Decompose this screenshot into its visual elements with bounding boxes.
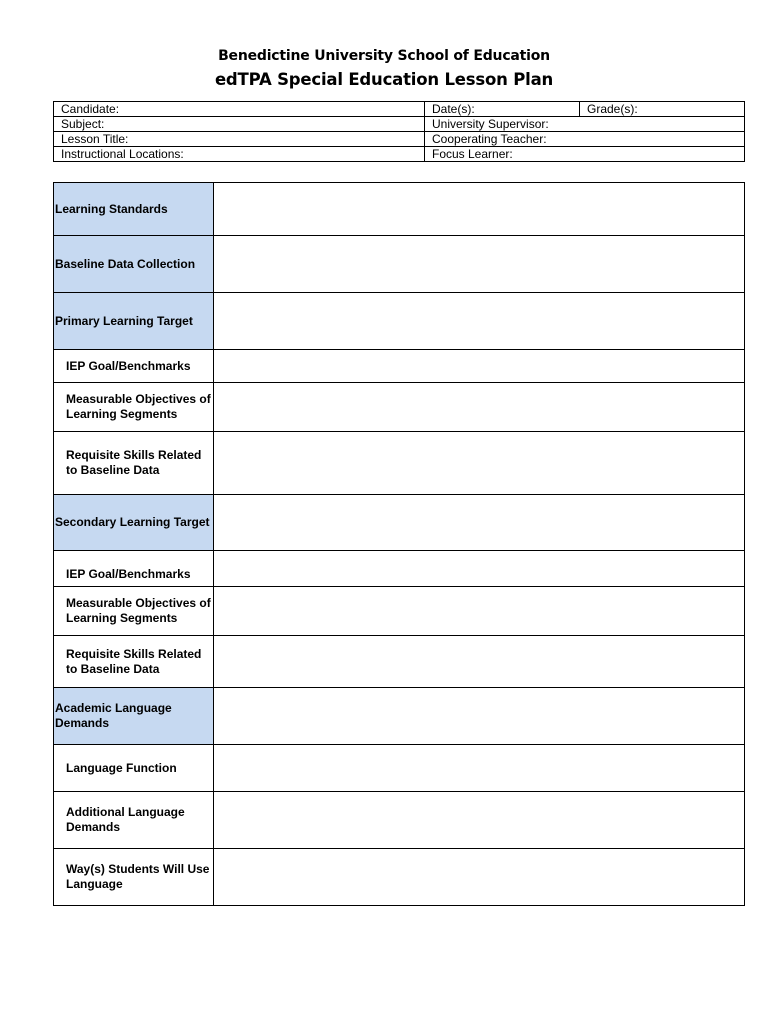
row-label-requisite-skills: Requisite Skills Related to Baseline Data	[54, 432, 214, 495]
row-label-iep-goal: IEP Goal/Benchmarks	[54, 551, 214, 587]
row-label-primary-target: Primary Learning Target	[54, 293, 214, 350]
row-label-requisite-skills: Requisite Skills Related to Baseline Data	[54, 636, 214, 688]
row-input-baseline-data[interactable]	[214, 236, 745, 293]
row-input-measurable-objectives[interactable]	[214, 383, 745, 432]
plan-row	[54, 350, 745, 383]
row-label-secondary-target: Secondary Learning Target	[54, 495, 214, 551]
row-input-iep-goal[interactable]	[214, 551, 745, 587]
plan-row	[54, 183, 745, 236]
plan-row	[54, 551, 745, 587]
row-input-academic-language[interactable]	[214, 688, 745, 745]
row-label-additional-language: Additional Language Demands	[54, 792, 214, 849]
row-label-baseline-data: Baseline Data Collection	[54, 236, 214, 293]
row-input-learning-standards[interactable]	[214, 183, 745, 236]
locations-field[interactable]: Instructional Locations:	[54, 147, 425, 162]
row-label-language-function: Language Function	[54, 745, 214, 792]
focus-learner-field[interactable]: Focus Learner:	[425, 147, 745, 162]
info-row	[54, 117, 745, 132]
dates-field[interactable]: Date(s):	[425, 102, 580, 117]
plan-row	[54, 688, 745, 745]
plan-row	[54, 236, 745, 293]
plan-row	[54, 636, 745, 688]
plan-row	[54, 849, 745, 906]
lesson-plan-table	[53, 182, 745, 906]
candidate-field[interactable]: Candidate:	[54, 102, 425, 117]
plan-row	[54, 432, 745, 495]
info-row	[54, 102, 745, 117]
row-input-additional-language[interactable]	[214, 792, 745, 849]
subject-field[interactable]: Subject:	[54, 117, 425, 132]
row-label-learning-standards: Learning Standards	[54, 183, 214, 236]
cooperating-teacher-field[interactable]: Cooperating Teacher:	[425, 132, 745, 147]
row-label-measurable-objectives: Measurable Objectives of Learning Segments	[54, 587, 214, 636]
plan-row	[54, 495, 745, 551]
plan-row	[54, 745, 745, 792]
lesson-title-field[interactable]: Lesson Title:	[54, 132, 425, 147]
grades-field[interactable]: Grade(s):	[580, 102, 745, 117]
row-label-language-use: Way(s) Students Will Use Language	[54, 849, 214, 906]
plan-row	[54, 293, 745, 350]
row-input-requisite-skills[interactable]	[214, 636, 745, 688]
row-label-iep-goal: IEP Goal/Benchmarks	[54, 350, 214, 383]
lesson-info-table	[53, 101, 745, 162]
row-input-secondary-target[interactable]	[214, 495, 745, 551]
row-input-requisite-skills[interactable]	[214, 432, 745, 495]
document-title: edTPA Special Education Lesson Plan	[214, 70, 554, 89]
plan-row	[54, 587, 745, 636]
row-input-measurable-objectives[interactable]	[214, 587, 745, 636]
row-input-language-use[interactable]	[214, 849, 745, 906]
row-input-primary-target[interactable]	[214, 293, 745, 350]
row-input-language-function[interactable]	[214, 745, 745, 792]
plan-row	[54, 792, 745, 849]
row-label-measurable-objectives: Measurable Objectives of Learning Segments	[54, 383, 214, 432]
info-row	[54, 147, 745, 162]
supervisor-field[interactable]: University Supervisor:	[425, 117, 745, 132]
plan-row	[54, 383, 745, 432]
info-row	[54, 132, 745, 147]
row-label-academic-language: Academic Language Demands	[54, 688, 214, 745]
school-name: Benedictine University School of Education	[218, 48, 550, 64]
row-input-iep-goal[interactable]	[214, 350, 745, 383]
